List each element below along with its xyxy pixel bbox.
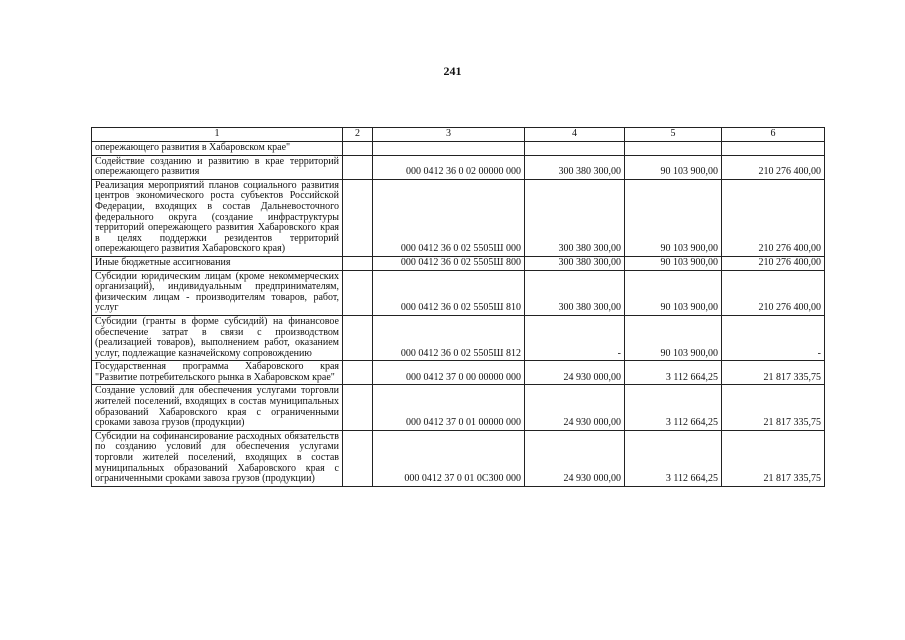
row-col2-cell [343,430,373,486]
row-amount-col5: 90 103 900,00 [625,256,722,270]
row-name-cell: Субсидии на софинансирование расходных обязательств по созданию условий для обеспечения услугами торговли жителей поселений, входящих в состав муниципальных образований Хабаровского края с ограниченными сроками завоза грузов (продукции) [92,430,343,486]
row-amount-col5: 3 112 664,25 [625,361,722,385]
table-row [92,179,825,256]
header-cell-4: 4 [525,128,625,142]
row-amount-col4: 300 380 300,00 [525,256,625,270]
table-body [92,142,825,487]
row-amount-col5: 90 103 900,00 [625,155,722,179]
row-amount-col5: 90 103 900,00 [625,179,722,256]
row-amount-col5: 3 112 664,25 [625,385,722,430]
row-amount-col6: 21 817 335,75 [722,430,825,486]
table-row [92,385,825,430]
header-cell-2: 2 [343,128,373,142]
row-amount-col4: 300 380 300,00 [525,155,625,179]
row-col2-cell [343,256,373,270]
row-col2-cell [343,155,373,179]
row-name-cell: Создание условий для обеспечения услугами торговли жителей поселений, входящих в состав муниципальных образований Хабаровского края с ограниченными сроками завоза грузов (продукции) [92,385,343,430]
row-amount-col5 [625,142,722,156]
row-col2-cell [343,142,373,156]
row-amount-col4: 300 380 300,00 [525,179,625,256]
row-amount-col4: 24 930 000,00 [525,385,625,430]
row-name-cell: Реализация мероприятий планов социального развития центров экономического роста субъектов Российской Федерации, входящих в состав Дальневосточного федерального округа (создание инфраструктуры территорий опережающего развития Хабаровского края в целях поддержки резидентов территорий опережающего развития Хабаровского края) [92,179,343,256]
row-code-cell: 000 0412 36 0 02 5505Ш 000 [373,179,525,256]
row-amount-col6: 210 276 400,00 [722,270,825,315]
row-code-cell: 000 0412 36 0 02 5505Ш 812 [373,315,525,360]
row-name-cell: Государственная программа Хабаровского края "Развитие потребительского рынка в Хабаровском крае" [92,361,343,385]
row-col2-cell [343,361,373,385]
row-amount-col4 [525,142,625,156]
row-col2-cell [343,385,373,430]
row-amount-col6: 210 276 400,00 [722,256,825,270]
row-name-cell: Субсидии (гранты в форме субсидий) на финансовое обеспечение затрат в связи с производством (реализацией товаров), выполнением работ, оказанием услуг, подлежащие казначейскому сопровождению [92,315,343,360]
row-code-cell: 000 0412 36 0 02 5505Ш 800 [373,256,525,270]
page-number: 241 [443,64,462,78]
header-cell-6: 6 [722,128,825,142]
row-name-cell: Субсидии юридическим лицам (кроме некоммерческих организаций), индивидуальным предпринимателям, физическим лицам - производителям товаров, работ, услуг [92,270,343,315]
row-code-cell: 000 0412 37 0 00 00000 000 [373,361,525,385]
header-cell-5: 5 [625,128,722,142]
row-amount-col5: 90 103 900,00 [625,315,722,360]
row-amount-col6: 21 817 335,75 [722,385,825,430]
row-col2-cell [343,179,373,256]
row-amount-col4: 300 380 300,00 [525,270,625,315]
row-code-cell: 000 0412 36 0 02 00000 000 [373,155,525,179]
table-row [92,430,825,486]
row-code-cell: 000 0412 37 0 01 00000 000 [373,385,525,430]
row-amount-col6: - [722,315,825,360]
row-name-cell: Содействие созданию и развитию в крае территорий опережающего развития [92,155,343,179]
row-code-cell: 000 0412 37 0 01 0С300 000 [373,430,525,486]
row-amount-col6: 210 276 400,00 [722,179,825,256]
table-row [92,142,825,156]
row-amount-col5: 3 112 664,25 [625,430,722,486]
row-name-cell: опережающего развития в Хабаровском крае" [92,142,343,156]
row-amount-col5: 90 103 900,00 [625,270,722,315]
row-code-cell: 000 0412 36 0 02 5505Ш 810 [373,270,525,315]
table-row [92,155,825,179]
row-name-cell: Иные бюджетные ассигнования [92,256,343,270]
row-col2-cell [343,270,373,315]
budget-table [91,127,825,487]
row-amount-col6: 210 276 400,00 [722,155,825,179]
row-amount-col4: 24 930 000,00 [525,430,625,486]
row-amount-col4: 24 930 000,00 [525,361,625,385]
header-row [92,128,825,142]
table-row [92,361,825,385]
table-row [92,256,825,270]
row-amount-col6: 21 817 335,75 [722,361,825,385]
row-amount-col6 [722,142,825,156]
header-cell-3: 3 [373,128,525,142]
row-code-cell [373,142,525,156]
table-row [92,270,825,315]
table-row [92,315,825,360]
row-col2-cell [343,315,373,360]
header-cell-1: 1 [92,128,343,142]
row-amount-col4: - [525,315,625,360]
